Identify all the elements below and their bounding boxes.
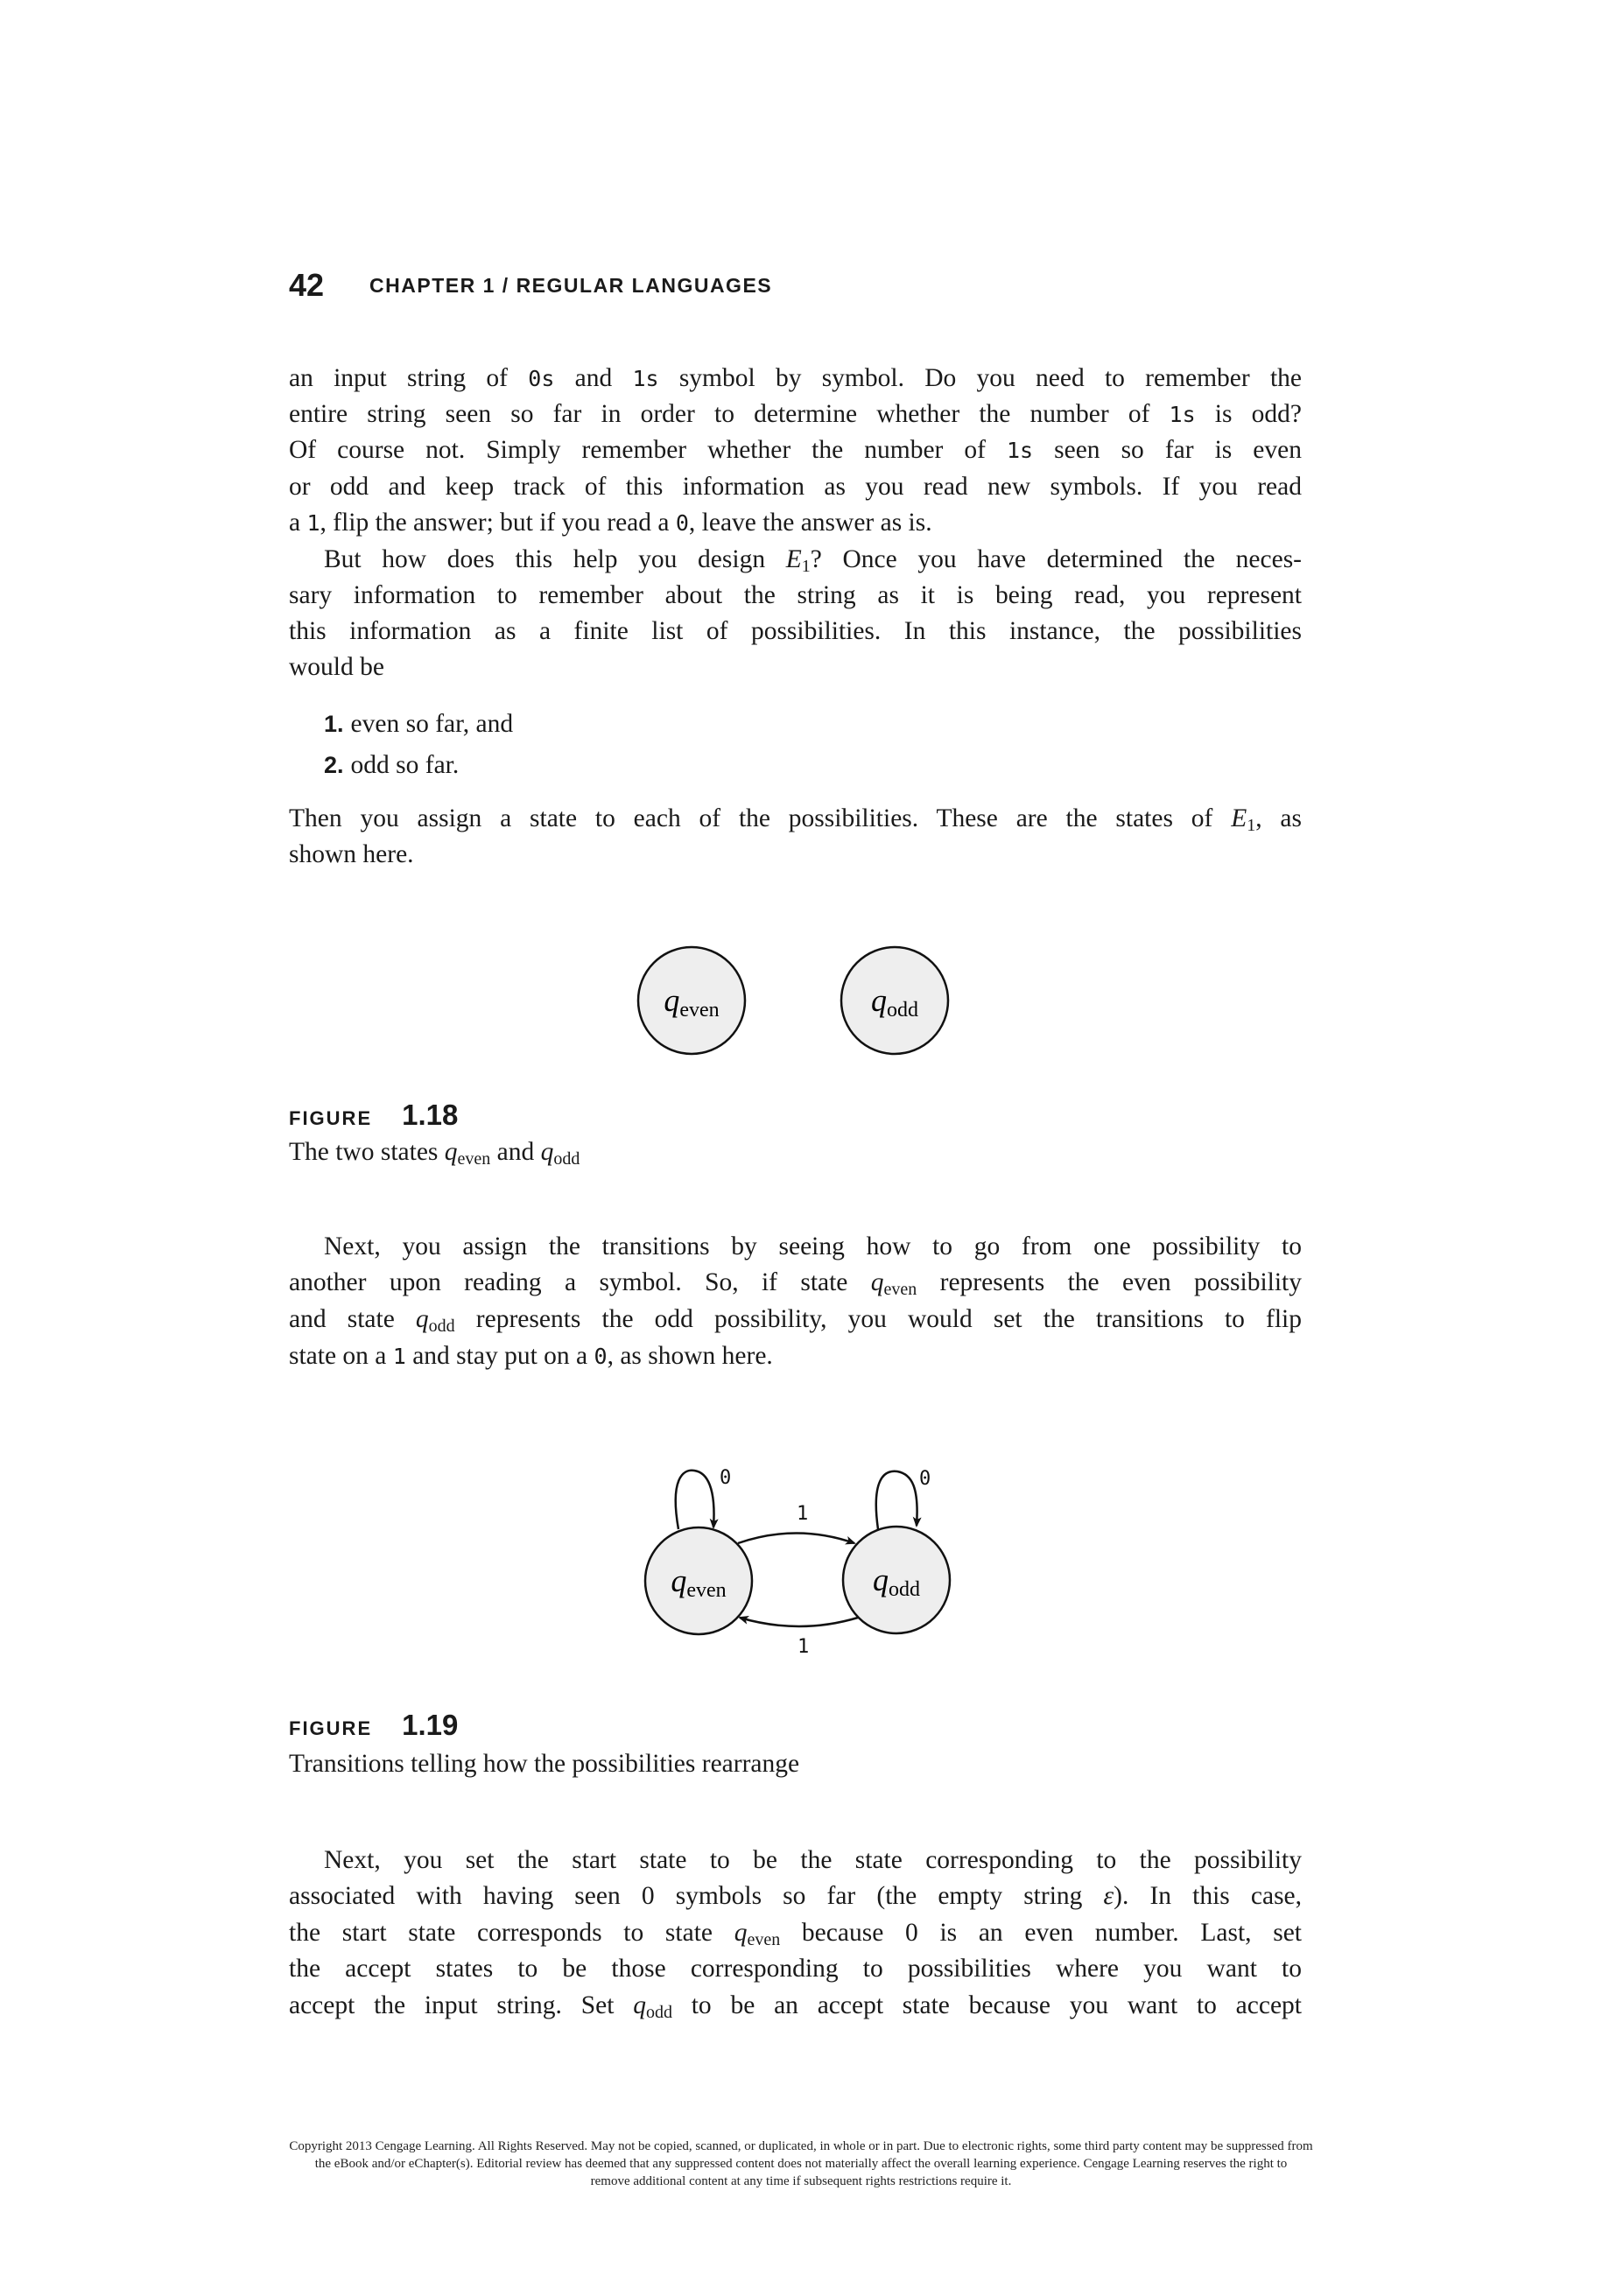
copyright-notice — [175, 2138, 1427, 2190]
text-line: Of course not. Simply remember whether the number of 1s seen so far is even — [289, 436, 1302, 464]
figure-1-18 — [638, 947, 948, 1054]
math-symbol: $E_1$ — [1231, 804, 1256, 835]
text-line: an input string of 0s and 1s symbol by symbol. Do you need to remember the — [289, 364, 1302, 392]
math-symbol: $q_{odd}$ — [540, 1138, 580, 1169]
text-line: the start state corresponds to state $q_{even}$ because 0 is an even number. Last, set — [289, 1919, 1302, 1949]
list-text: even so far, and — [350, 710, 514, 738]
edge-label: 1 — [797, 1503, 809, 1525]
code-symbol: 1 — [392, 1344, 406, 1369]
math-symbol: $q_{odd}$ — [415, 1305, 455, 1336]
text-line: But how does this help you design $E_1$? Once you have determined the neces- — [324, 545, 1302, 576]
text-line: Next, you assign the transitions by seeing how to go from one possibility to — [324, 1232, 1302, 1260]
code-symbol: 1s — [1006, 438, 1034, 463]
text-line: sary information to remember about the string as it is being read, you represent — [289, 581, 1302, 609]
text-line: shown here. — [289, 840, 414, 868]
page-number: 42 — [289, 267, 325, 303]
loop-arrow-odd — [876, 1471, 917, 1529]
state-label: qodd — [871, 983, 918, 1022]
text-line: state on a 1 and stay put on a 0, as shown here. — [289, 1342, 773, 1370]
figure-word: FIGURE — [289, 1717, 373, 1739]
text-line: the accept states to be those corresponding to possibilities where you want to — [289, 1955, 1302, 1983]
edge-label: 0 — [919, 1468, 931, 1490]
figure-caption: The two states $q_{even}$ and $q_{odd}$ — [289, 1138, 580, 1169]
text-line: accept the input string. Set $q_{odd}$ to be an accept state because you want to accept — [289, 1991, 1302, 2022]
code-symbol: 1 — [306, 510, 320, 536]
math-symbol: $q_{even}$ — [444, 1138, 491, 1169]
copyright-line: the eBook and/or eChapter(s). Editorial review has deemed that any suppressed content does not materially affect the overall learning experience. Cengage Learning reserves the right to — [314, 2157, 1288, 2171]
code-symbol: 0 — [594, 1344, 608, 1369]
edge-even-to-odd — [738, 1534, 854, 1544]
edge-odd-to-even — [740, 1618, 858, 1626]
edge-label: 1 — [797, 1636, 810, 1658]
list-text: odd so far. — [350, 751, 460, 779]
math-symbol: $q_{odd}$ — [633, 1991, 672, 2022]
code-symbol: 0 — [675, 510, 689, 536]
code-symbol: 1s — [1169, 402, 1196, 427]
math-symbol: ε — [1103, 1882, 1114, 1910]
list-number: 1. — [324, 711, 344, 737]
copyright-line: Copyright 2013 Cengage Learning. All Rights Reserved. May not be copied, scanned, or duplicated, in whole or in part. Due to electronic rights, some third party content may be suppressed from — [289, 2139, 1313, 2153]
state-label: qeven — [664, 983, 720, 1022]
text-line: this information as a finite list of possibilities. In this instance, the possibilities — [289, 617, 1302, 645]
text-line: Then you assign a state to each of the possibilities. These are the states of $E_1$, as — [289, 804, 1302, 835]
text-line: another upon reading a symbol. So, if state $q_{even}$ represents the even possibility — [289, 1268, 1302, 1299]
figure-caption: Transitions telling how the possibilities rearrange — [289, 1750, 800, 1778]
text-line: associated with having seen 0 symbols so far (the empty string ε). In this case, — [289, 1882, 1303, 1910]
figure-number: 1.19 — [402, 1709, 459, 1741]
loop-arrow-even — [676, 1471, 714, 1529]
text-line: entire string seen so far in order to determine whether the number of 1s is odd? — [289, 400, 1302, 428]
math-symbol: $q_{even}$ — [734, 1919, 781, 1949]
text-line: would be — [289, 653, 384, 681]
math-symbol: $E_1$ — [785, 545, 811, 576]
text-line: or odd and keep track of this information as you read new symbols. If you read — [289, 473, 1302, 501]
math-symbol: $q_{even}$ — [870, 1268, 917, 1299]
code-symbol: 1s — [632, 366, 659, 391]
figure-number: 1.18 — [402, 1099, 459, 1131]
text-line: and state $q_{odd}$ represents the odd possibility, you would set the transitions to flip — [289, 1305, 1302, 1336]
copyright-line: remove additional content at any time if subsequent rights restrictions require it. — [590, 2174, 1012, 2188]
list-number: 2. — [324, 752, 344, 778]
text-line: Next, you set the start state to be the state corresponding to the possibility — [324, 1846, 1302, 1874]
edge-label: 0 — [720, 1467, 732, 1489]
state-label: qodd — [873, 1562, 920, 1601]
state-label: qeven — [671, 1563, 727, 1602]
text-line: a 1, flip the answer; but if you read a 0, leave the answer as is. — [289, 509, 932, 537]
figure-word: FIGURE — [289, 1107, 373, 1129]
code-symbol: 0s — [528, 366, 555, 391]
chapter-title: CHAPTER 1 / REGULAR LANGUAGES — [369, 274, 773, 297]
